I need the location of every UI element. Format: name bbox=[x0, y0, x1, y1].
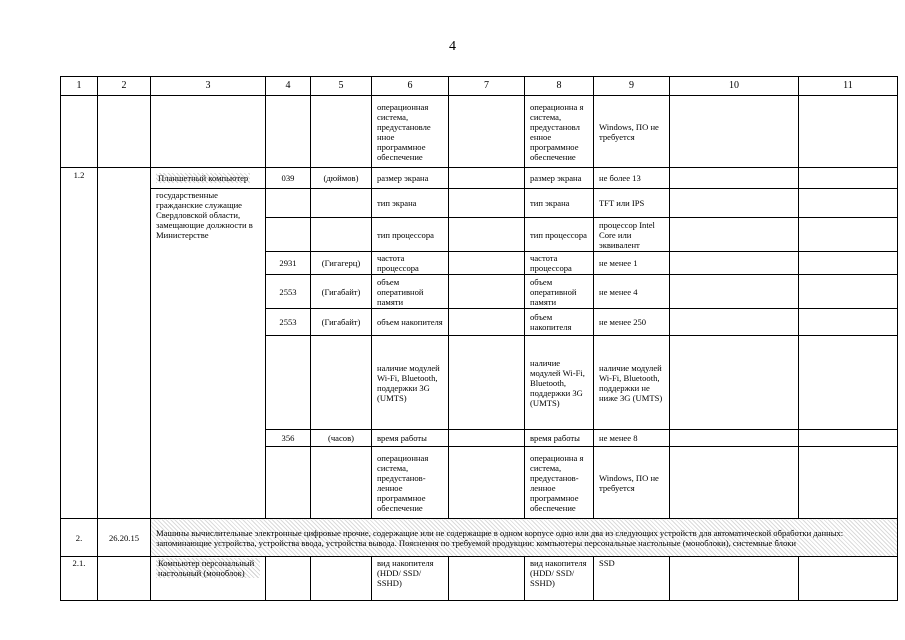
cell bbox=[670, 218, 799, 252]
cell bbox=[449, 309, 525, 336]
cell-characteristic: время работы bbox=[525, 430, 594, 447]
table-row bbox=[61, 96, 898, 168]
cell bbox=[311, 218, 372, 252]
header-cell: 4 bbox=[266, 77, 311, 96]
cell-unit-code: 356 bbox=[266, 430, 311, 447]
cell-characteristic: операционная система, предустанов-ленное программное обеспечение bbox=[372, 447, 449, 519]
cell bbox=[449, 447, 525, 519]
specification-table bbox=[60, 76, 898, 601]
cell-okpd-code: 26.20.15 bbox=[98, 519, 151, 557]
cell bbox=[98, 557, 151, 601]
table-row bbox=[61, 189, 898, 218]
cell-item-number: 1.2 bbox=[61, 168, 98, 519]
cell-characteristic: размер экрана bbox=[372, 168, 449, 189]
page-number: 4 bbox=[449, 39, 456, 54]
cell-characteristic: объем оперативной памяти bbox=[525, 275, 594, 309]
cell-value: SSD bbox=[594, 557, 670, 601]
cell bbox=[799, 168, 898, 189]
cell-value: TFT или IPS bbox=[594, 189, 670, 218]
cell bbox=[799, 336, 898, 430]
cell bbox=[449, 168, 525, 189]
cell bbox=[799, 96, 898, 168]
cell bbox=[98, 96, 151, 168]
cell bbox=[311, 447, 372, 519]
cell-characteristic: вид накопителя (HDD/ SSD/ SSHD) bbox=[372, 557, 449, 601]
cell-unit-code: 2553 bbox=[266, 275, 311, 309]
cell bbox=[799, 430, 898, 447]
cell-section-description: Машины вычислительные электронные цифровые прочие, содержащие или не содержащие в одном корпусе одно или два из следующих устройств для автоматической обработки данных: запоминающие устройства, устройства ввода, устройства вывода. Пояснения по требуемой продукции: компьютеры персональные настольные (моноблоки), системные блоки bbox=[151, 519, 898, 557]
cell-value: процессор Intel Core или эквивалент bbox=[594, 218, 670, 252]
header-cell: 6 bbox=[372, 77, 449, 96]
cell bbox=[266, 447, 311, 519]
cell bbox=[449, 218, 525, 252]
cell-characteristic: время работы bbox=[372, 430, 449, 447]
cell-characteristic: частота процессора bbox=[372, 252, 449, 275]
cell bbox=[670, 275, 799, 309]
cell bbox=[670, 557, 799, 601]
cell-characteristic: тип процессора bbox=[525, 218, 594, 252]
cell-characteristic: объем оперативной памяти bbox=[372, 275, 449, 309]
cell-characteristic: размер экрана bbox=[525, 168, 594, 189]
cell bbox=[266, 218, 311, 252]
header-cell: 5 bbox=[311, 77, 372, 96]
cell bbox=[311, 336, 372, 430]
cell bbox=[799, 252, 898, 275]
cell-unit-name: (Гигагерц) bbox=[311, 252, 372, 275]
cell-characteristic: наличие модулей Wi-Fi, Bluetooth, поддержки 3G (UMTS) bbox=[372, 336, 449, 430]
cell bbox=[266, 557, 311, 601]
header-cell: 10 bbox=[670, 77, 799, 96]
cell bbox=[670, 430, 799, 447]
cell-unit-code: 2553 bbox=[266, 309, 311, 336]
cell bbox=[799, 218, 898, 252]
cell-value: Windows, ПО не требуется bbox=[594, 96, 670, 168]
table-row bbox=[61, 557, 898, 601]
cell-value: не менее 1 bbox=[594, 252, 670, 275]
header-cell: 2 bbox=[98, 77, 151, 96]
table-row bbox=[61, 168, 898, 189]
cell bbox=[799, 189, 898, 218]
cell bbox=[449, 189, 525, 218]
cell bbox=[670, 309, 799, 336]
cell bbox=[98, 168, 151, 519]
cell bbox=[799, 275, 898, 309]
cell-characteristic: объем накопителя bbox=[372, 309, 449, 336]
cell-characteristic: тип процессора bbox=[372, 218, 449, 252]
cell bbox=[670, 447, 799, 519]
cell bbox=[670, 168, 799, 189]
cell bbox=[266, 189, 311, 218]
cell-characteristic: тип экрана bbox=[372, 189, 449, 218]
header-cell: 11 bbox=[799, 77, 898, 96]
cell-value: не менее 250 bbox=[594, 309, 670, 336]
cell bbox=[670, 252, 799, 275]
cell-product-name bbox=[151, 557, 266, 601]
cell-value: не более 13 bbox=[594, 168, 670, 189]
cell bbox=[266, 336, 311, 430]
cell-characteristic: операционная система, предустановле нное программное обеспечение bbox=[372, 96, 449, 168]
cell-value: не менее 4 bbox=[594, 275, 670, 309]
highlighted-text: Компьютер персональный настольный (моноблок) bbox=[156, 558, 260, 578]
cell bbox=[799, 557, 898, 601]
cell-unit-code: 2931 bbox=[266, 252, 311, 275]
cell bbox=[449, 275, 525, 309]
cell-characteristic: наличие модулей Wi-Fi, Bluetooth, поддержки 3G (UMTS) bbox=[525, 336, 594, 430]
cell-product-name bbox=[151, 168, 266, 189]
cell-position-description: государственные гражданские служащие Свердловской области, замещающие должности в Министерстве bbox=[151, 189, 266, 519]
cell-characteristic: частота процессора bbox=[525, 252, 594, 275]
cell-characteristic: операционна я система, предустановл енное программное обеспечение bbox=[525, 96, 594, 168]
header-row bbox=[61, 77, 898, 96]
header-cell: 1 bbox=[61, 77, 98, 96]
cell bbox=[449, 252, 525, 275]
cell-value: наличие модулей Wi-Fi, Bluetooth, поддержки не ниже 3G (UMTS) bbox=[594, 336, 670, 430]
cell-value: не менее 8 bbox=[594, 430, 670, 447]
cell bbox=[449, 430, 525, 447]
cell bbox=[670, 189, 799, 218]
cell bbox=[311, 189, 372, 218]
cell-item-number: 2.1. bbox=[61, 557, 98, 601]
header-cell: 8 bbox=[525, 77, 594, 96]
cell-unit-name: (часов) bbox=[311, 430, 372, 447]
cell-unit-code: 039 bbox=[266, 168, 311, 189]
cell-characteristic: операционна я система, предустанов-ленное программное обеспечение bbox=[525, 447, 594, 519]
cell-characteristic: объем накопителя bbox=[525, 309, 594, 336]
cell-unit-name: (Гигабайт) bbox=[311, 309, 372, 336]
cell bbox=[670, 336, 799, 430]
cell-unit-name: (дюймов) bbox=[311, 168, 372, 189]
cell-value: Windows, ПО не требуется bbox=[594, 447, 670, 519]
header-cell: 3 bbox=[151, 77, 266, 96]
cell-characteristic: вид накопителя (HDD/ SSD/ SSHD) bbox=[525, 557, 594, 601]
cell bbox=[311, 557, 372, 601]
cell bbox=[799, 447, 898, 519]
highlighted-text: Планшетный компьютер bbox=[158, 173, 249, 183]
cell-item-number: 2. bbox=[61, 519, 98, 557]
cell bbox=[266, 96, 311, 168]
header-cell: 9 bbox=[594, 77, 670, 96]
cell-characteristic: тип экрана bbox=[525, 189, 594, 218]
cell bbox=[449, 557, 525, 601]
cell bbox=[61, 96, 98, 168]
cell bbox=[449, 96, 525, 168]
cell bbox=[449, 336, 525, 430]
table-row bbox=[61, 519, 898, 557]
cell-unit-name: (Гигабайт) bbox=[311, 275, 372, 309]
cell bbox=[799, 309, 898, 336]
cell bbox=[670, 96, 799, 168]
cell bbox=[151, 96, 266, 168]
cell bbox=[311, 96, 372, 168]
header-cell: 7 bbox=[449, 77, 525, 96]
